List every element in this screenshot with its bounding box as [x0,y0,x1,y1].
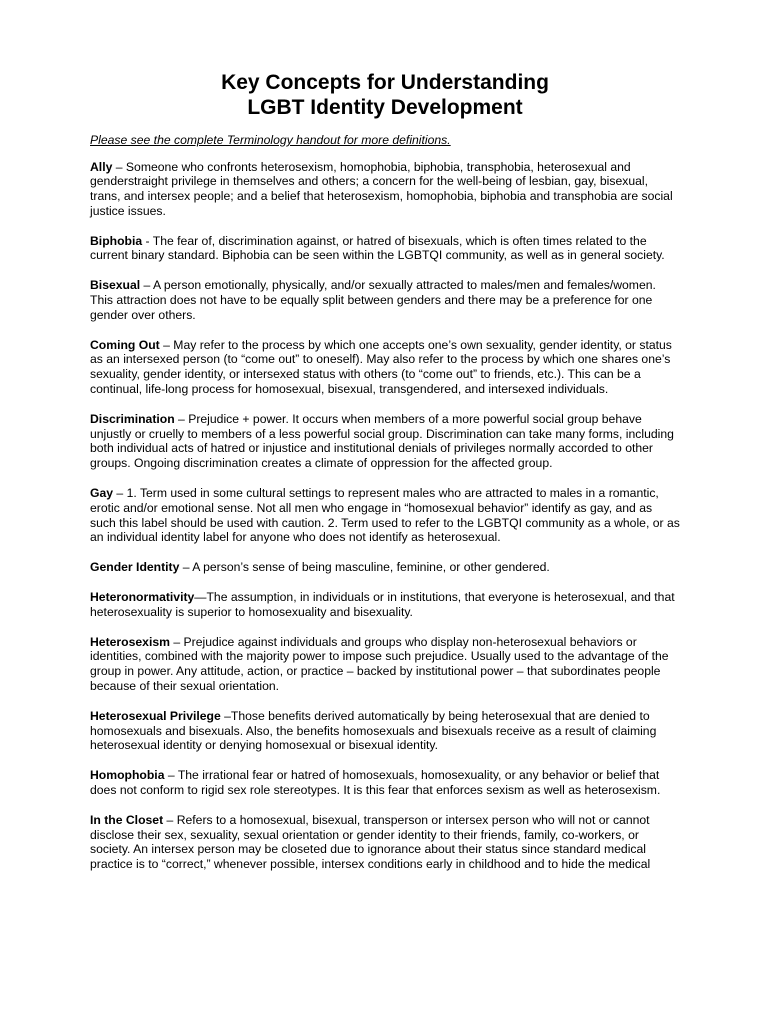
entry-definition: A person emotionally, physically, and/or sexually attracted to males/men and females/women. This attraction does not have to be equally split between genders and there may be a preference for one gender over others. [90,278,656,322]
entry-separator: – [163,812,177,827]
entry-definition: 1. Term used in some cultural settings to represent males who are attracted to males in a romantic, erotic and/or emotional sense. Not all men who engage in “homosexual behavior” identify as gay, and as such this label should be used with caution. 2. Term used to refer to the LGBTQI community as a whole, or as an individual identity label for anyone who does not identify as heterosexual. [90,486,680,545]
entry-separator: — [194,590,207,605]
entry-definition: The fear of, discrimination against, or hatred of bisexuals, which is often times related to the current binary standard. Biphobia can be seen within the LGBTQI community, as well as in general society. [90,233,665,263]
glossary-entry-gay [90,486,680,545]
glossary-entry-heterosexism [90,635,680,694]
glossary-list [90,160,680,872]
entry-separator: – [113,486,127,501]
entry-term: Ally [90,159,113,174]
title-line-2: LGBT Identity Development [247,96,523,119]
entry-term: Homophobia [90,768,165,783]
entry-definition: The assumption, in individuals or in institutions, that everyone is heterosexual, and that heterosexuality is superior to homosexuality and bisexuality. [90,590,675,619]
document-page [90,70,680,887]
entry-term: Discrimination [90,411,175,426]
entry-separator: – [164,768,178,783]
glossary-entry-discrimination [90,412,680,471]
entry-term: Heterosexism [90,634,170,649]
entry-separator: – [159,337,174,352]
glossary-entry-coming-out [90,338,680,397]
title-line-1: Key Concepts for Understanding [221,71,549,94]
entry-definition: Refers to a homosexual, bisexual, transperson or intersex person who will not or cannot disclose their sex, sexuality, sexual orientation or gender identity to their friends, family, co-workers, or society. An intersex person may be closeted due to ignorance about their status since standard medical practice is to “correct,” whenever possible, intersex conditions early in childhood and to hide the medical [90,812,651,872]
glossary-entry-ally [90,160,680,219]
entry-definition: The irrational fear or hatred of homosexuals, homosexuality, or any behavior or belief that does not conform to rigid sex role stereotypes. It is this fear that enforces sexism as well as heterosexism. [90,768,661,797]
glossary-entry-heteronormativity [90,590,680,620]
entry-definition: May refer to the process by which one accepts one’s own sexuality, gender identity, or status as an intersexed person (to “come out” to oneself). May also refer to the process by which one shares one’s sexuality, gender identity, or intersexed status with others (to “come out” to friends, etc.). This can be a continual, life-long process for homosexual, bisexual, transgendered, and intersexed individuals. [90,337,672,397]
entry-separator: – [112,159,126,174]
glossary-entry-homophobia [90,768,680,798]
entry-definition: Those benefits derived automatically by being heterosexual that are denied to homosexuals and bisexuals. Also, the benefits homosexuals and bisexuals receive as a result of claiming heterosexual identity or denying homosexual or bisexual identity. [90,708,657,753]
entry-definition: A person’s sense of being masculine, feminine, or other gendered. [192,560,550,575]
entry-separator: – [220,708,231,723]
entry-term: Biphobia [90,233,143,248]
entry-term: Heterosexual Privilege [90,708,221,723]
terminology-note: Please see the complete Terminology handout for more definitions. [90,133,451,147]
glossary-entry-bisexual [90,278,680,322]
entry-term: Bisexual [90,278,141,293]
entry-separator: – [169,634,184,649]
entry-term: In the Closet [90,812,164,827]
glossary-entry-in-the-closet [90,813,680,872]
glossary-entry-heterosexual-privilege [90,709,680,753]
entry-term: Gender Identity [90,560,180,575]
glossary-entry-gender-identity [90,560,680,575]
entry-definition: Prejudice + power. It occurs when members of a more powerful social group behave unjustly or cruelly to members of a less powerful social group. Discrimination can take many forms, including both individual acts of hatred or injustice and institutional denials of privileges normally accorded to other groups. Ongoing discrimination creates a climate of oppression for the affected group. [90,411,674,471]
entry-term: Heteronormativity [90,590,195,605]
page-title [90,70,680,120]
entry-term: Coming Out [90,337,160,352]
glossary-entry-biphobia [90,234,680,264]
entry-term: Gay [90,486,114,501]
entry-definition: Prejudice against individuals and groups who display non-heterosexual behaviors or identities, combined with the majority power to impose such prejudice. Usually used to the advantage of the group in power. Any attitude, action, or practice – backed by institutional power – that subordinates people because of their sexual orientation. [90,634,669,694]
entry-separator: – [174,411,189,426]
entry-separator: – [140,278,154,293]
entry-separator: – [179,560,193,575]
entry-separator: - [142,233,153,248]
entry-definition: Someone who confronts heterosexism, homophobia, biphobia, transphobia, heterosexual and genderstraight privilege in themselves and others; a concern for the well-being of lesbian, gay, bisexual, trans, and intersex people; and a belief that heterosexism, homophobia, biphobia and transphobia are social justice issues. [90,159,673,218]
